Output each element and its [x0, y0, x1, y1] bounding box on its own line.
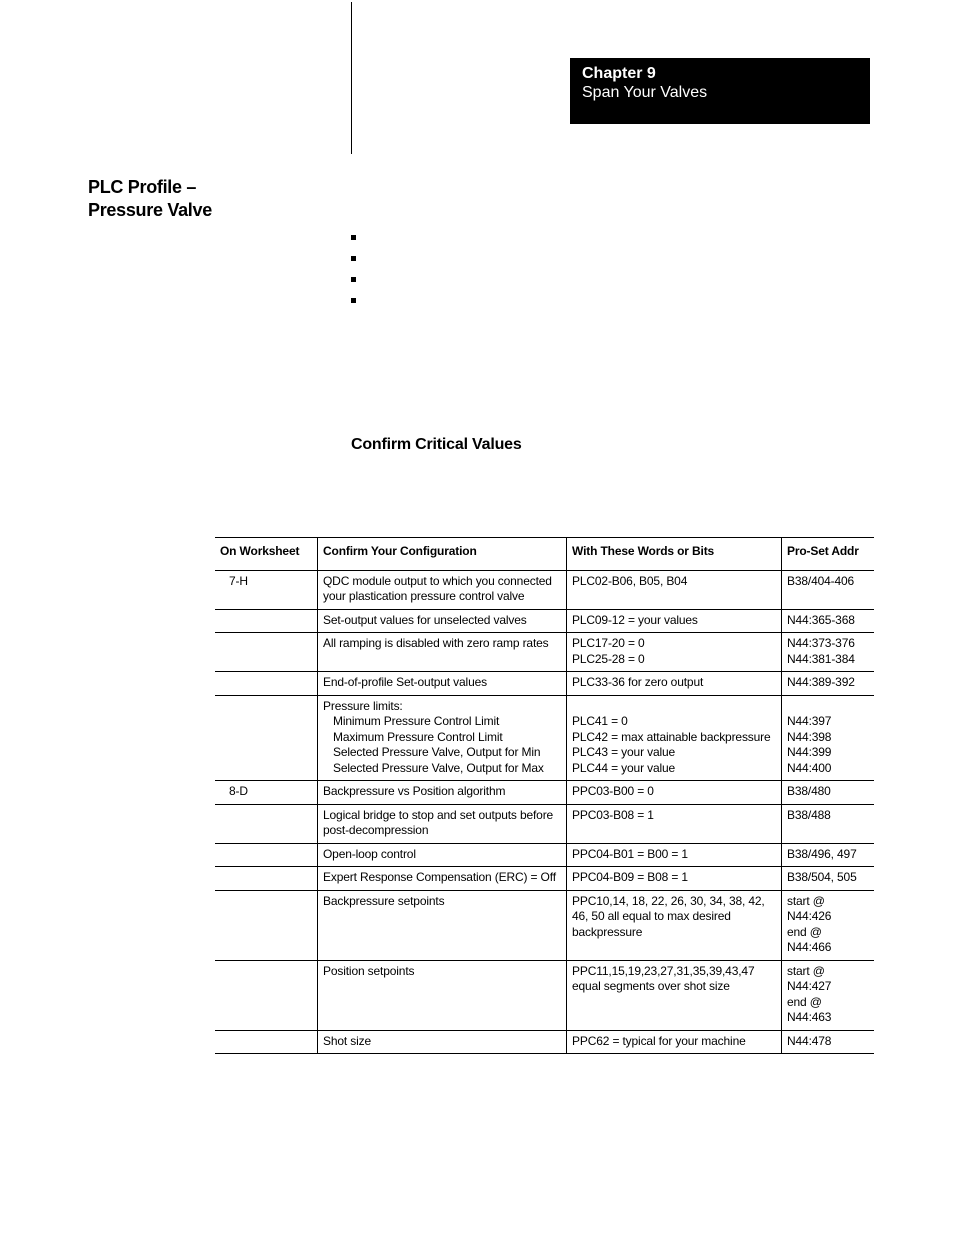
addr-line: start @ N44:427 [787, 963, 832, 993]
worksheet-cell: 8-D [215, 781, 318, 805]
addr-cell [782, 843, 875, 867]
config-line: QDC module output to which you connected [323, 573, 552, 588]
addr-line: N44:365-368 [787, 612, 855, 627]
section-title [88, 176, 212, 222]
addr-cell [782, 609, 875, 633]
addr-cell [782, 960, 875, 1030]
addr-cell [782, 781, 875, 805]
worksheet-cell [215, 695, 318, 781]
table-row [215, 843, 874, 867]
config-line: Selected Pressure Valve, Output for Max [333, 760, 544, 775]
config-cell [318, 781, 567, 805]
config-cell [318, 867, 567, 891]
config-line: post-decompression [323, 823, 429, 837]
bullet-square-icon [351, 256, 356, 261]
addr-line [787, 699, 869, 715]
words-cell [567, 570, 782, 609]
addr-cell [782, 672, 875, 696]
table-row [215, 633, 874, 672]
addr-line: N44:397 [787, 714, 832, 728]
addr-line: N44:399 [787, 745, 832, 759]
words-cell [567, 843, 782, 867]
table-row [215, 1030, 874, 1054]
worksheet-cell [215, 867, 318, 891]
words-line: PLC44 = your value [572, 760, 676, 775]
bullet-square-icon [351, 277, 356, 282]
words-line [572, 699, 776, 715]
words-cell [567, 890, 782, 960]
words-line: PPC11,15,19,23,27,31,35,39,43,47 [572, 963, 755, 978]
table-row [215, 867, 874, 891]
subheading-confirm-critical-values: Confirm Critical Values [351, 436, 522, 453]
words-line: PPC03-B08 = 1 [572, 807, 654, 822]
config-line: Position setpoints [323, 963, 415, 978]
worksheet-cell [215, 804, 318, 843]
bullet-square-icon [351, 298, 356, 303]
words-line: PLC43 = your value [572, 745, 676, 759]
addr-line: end @ N44:466 [787, 924, 832, 954]
config-cell [318, 843, 567, 867]
words-cell [567, 695, 782, 781]
config-line: All ramping is disabled with zero ramp rates [323, 636, 549, 650]
words-cell [567, 1030, 782, 1054]
table-row [215, 609, 874, 633]
words-line: PLC42 = max attainable backpressure [572, 729, 771, 744]
addr-line: B38/404-406 [787, 573, 855, 588]
worksheet-cell [215, 890, 318, 960]
addr-cell [782, 570, 875, 609]
chapter-header [570, 58, 870, 124]
words-line: PPC62 = typical for your machine [572, 1033, 746, 1048]
worksheet-cell [215, 843, 318, 867]
worksheet-cell [215, 633, 318, 672]
addr-line: N44:389-392 [787, 675, 855, 689]
words-line: PLC33-36 for zero output [572, 675, 704, 689]
words-line: equal segments over shot size [572, 979, 730, 993]
worksheet-cell [215, 609, 318, 633]
words-line: PLC09-12 = your values [572, 612, 698, 627]
config-line: Shot size [323, 1033, 372, 1048]
chapter-title: Span Your Valves [582, 84, 708, 101]
config-cell [318, 1030, 567, 1054]
addr-cell [782, 695, 875, 781]
config-line: Pressure limits: [323, 698, 403, 713]
addr-line: start @ N44:426 [787, 893, 832, 923]
words-cell [567, 609, 782, 633]
table-row [215, 781, 874, 805]
addr-cell [782, 867, 875, 891]
words-line: PPC10,14, 18, 22, 26, 30, 34, 38, 42, [572, 893, 765, 908]
config-cell [318, 609, 567, 633]
worksheet-cell [215, 1030, 318, 1054]
addr-line: N44:478 [787, 1033, 832, 1048]
config-cell [318, 695, 567, 781]
addr-line: end @ N44:463 [787, 994, 832, 1024]
addr-line: B38/504, 505 [787, 870, 857, 884]
worksheet-cell [215, 960, 318, 1030]
table-row [215, 672, 874, 696]
addr-line: B38/496, 497 [787, 846, 857, 861]
words-line: PPC03-B00 = 0 [572, 784, 654, 798]
words-line: PLC41 = 0 [572, 714, 628, 728]
addr-line: N44:381-384 [787, 651, 855, 666]
section-title-line2: Pressure Valve [88, 200, 212, 220]
config-line: Maximum Pressure Control Limit [333, 729, 503, 744]
words-line: PLC02-B06, B05, B04 [572, 573, 688, 588]
words-line: PLC17-20 = 0 [572, 636, 645, 650]
table-row [215, 695, 874, 781]
addr-cell [782, 633, 875, 672]
words-cell [567, 633, 782, 672]
config-line: Logical bridge to stop and set outputs before [323, 807, 554, 822]
chapter-label: Chapter 9 [582, 65, 656, 82]
config-cell [318, 890, 567, 960]
addr-line: N44:398 [787, 729, 832, 744]
header-pro-set-addr: Pro-Set Addr [782, 538, 875, 571]
header-words-or-bits: With These Words or Bits [567, 538, 782, 571]
critical-values-table [215, 537, 874, 1054]
config-cell [318, 960, 567, 1030]
words-cell [567, 867, 782, 891]
addr-cell [782, 804, 875, 843]
config-cell [318, 804, 567, 843]
addr-line: N44:400 [787, 760, 832, 775]
table-row [215, 570, 874, 609]
config-line: End-of-profile Set-output values [323, 675, 487, 689]
header-on-worksheet: On Worksheet [215, 538, 318, 571]
config-line: Open-loop control [323, 846, 416, 861]
words-line: 46, 50 all equal to max desired [572, 909, 731, 923]
worksheet-cell [215, 672, 318, 696]
words-line: PPC04-B01 = B00 = 1 [572, 846, 688, 861]
config-line: Minimum Pressure Control Limit [333, 714, 500, 728]
table-row [215, 960, 874, 1030]
config-line: Backpressure vs Position algorithm [323, 784, 506, 798]
addr-line: N44:373-376 [787, 636, 855, 650]
config-cell [318, 633, 567, 672]
vertical-rule [351, 2, 352, 154]
worksheet-cell: 7-H [215, 570, 318, 609]
config-line: Selected Pressure Valve, Output for Min [333, 745, 541, 759]
bullet-square-icon [351, 235, 356, 240]
addr-cell [782, 890, 875, 960]
section-title-line1: PLC Profile – [88, 177, 197, 197]
table-row [215, 890, 874, 960]
config-line: Backpressure setpoints [323, 893, 445, 908]
words-line: backpressure [572, 924, 643, 939]
words-cell [567, 781, 782, 805]
config-line: Set-output values for unselected valves [323, 612, 527, 627]
words-line: PLC25-28 = 0 [572, 651, 645, 666]
config-line: your plastication pressure control valve [323, 589, 525, 603]
addr-line: B38/488 [787, 807, 831, 822]
table-header-row [215, 538, 874, 571]
config-line: Expert Response Compensation (ERC) = Off [323, 870, 556, 884]
table-row [215, 804, 874, 843]
config-cell [318, 570, 567, 609]
config-cell [318, 672, 567, 696]
words-line: PPC04-B09 = B08 = 1 [572, 870, 688, 884]
words-cell [567, 804, 782, 843]
words-cell [567, 672, 782, 696]
header-confirm-configuration: Confirm Your Configuration [318, 538, 567, 571]
words-cell [567, 960, 782, 1030]
addr-cell [782, 1030, 875, 1054]
addr-line: B38/480 [787, 784, 831, 798]
